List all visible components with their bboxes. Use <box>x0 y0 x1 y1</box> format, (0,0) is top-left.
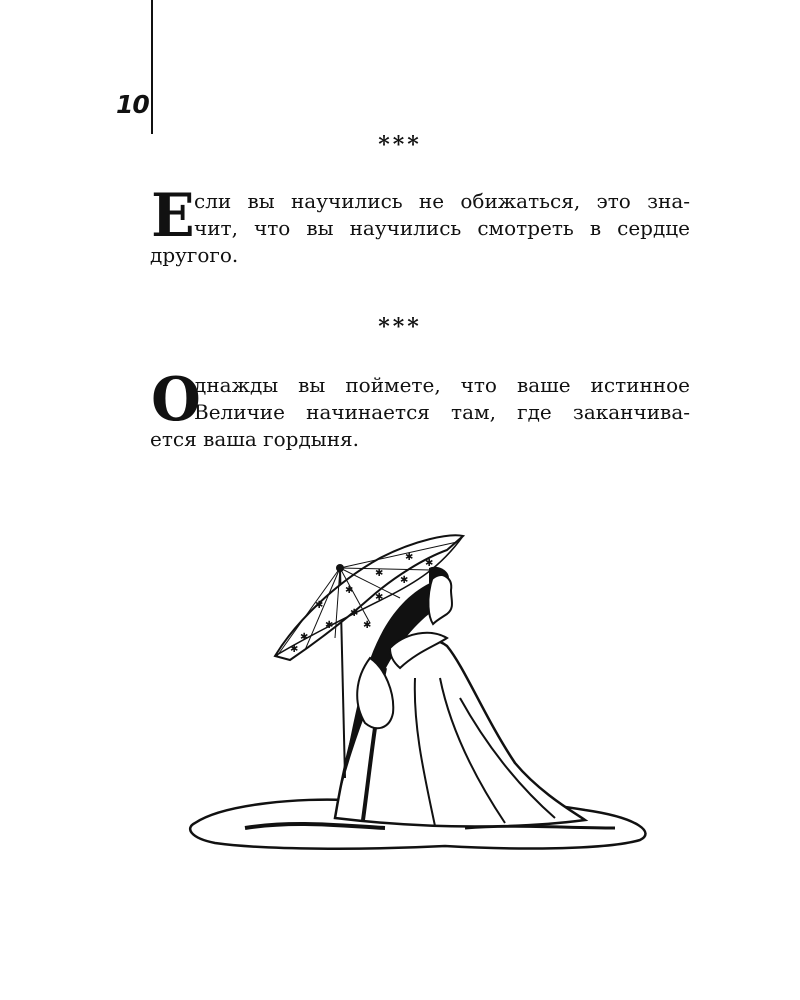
aphorism-paragraph <box>150 365 690 453</box>
svg-text:✱: ✱ <box>315 600 324 611</box>
svg-text:✱: ✱ <box>425 558 434 569</box>
svg-text:✱: ✱ <box>375 592 384 603</box>
paragraph-text <box>150 365 690 453</box>
aphorism-paragraph <box>150 181 690 269</box>
woman-with-parasol-icon <box>185 528 655 868</box>
svg-text:✱: ✱ <box>363 620 372 631</box>
svg-text:✱: ✱ <box>350 608 359 619</box>
drop-cap: О <box>151 365 201 435</box>
page-margin-rule <box>151 0 153 134</box>
text-line: ется ваша гордыня. <box>150 427 359 451</box>
text-line: Величие начинается там, где заканчива- <box>194 400 690 424</box>
text-line: днажды вы поймете, что ваше истинное <box>194 373 690 397</box>
text-line: чит, что вы научились смотреть в сердце <box>194 216 690 240</box>
page-number: 10 <box>116 90 149 119</box>
svg-text:✱: ✱ <box>345 585 354 596</box>
svg-text:✱: ✱ <box>400 575 409 586</box>
drop-cap: Е <box>151 181 195 251</box>
section-divider: *** <box>378 314 422 340</box>
svg-text:✱: ✱ <box>290 644 299 655</box>
svg-text:✱: ✱ <box>300 632 309 643</box>
text-line: сли вы научились не обижаться, это зна- <box>194 189 690 213</box>
section-divider: *** <box>378 132 422 158</box>
text-line: другого. <box>150 243 239 267</box>
paragraph-text <box>150 181 690 269</box>
svg-text:✱: ✱ <box>405 552 414 563</box>
svg-text:✱: ✱ <box>325 620 334 631</box>
svg-text:✱: ✱ <box>375 568 384 579</box>
